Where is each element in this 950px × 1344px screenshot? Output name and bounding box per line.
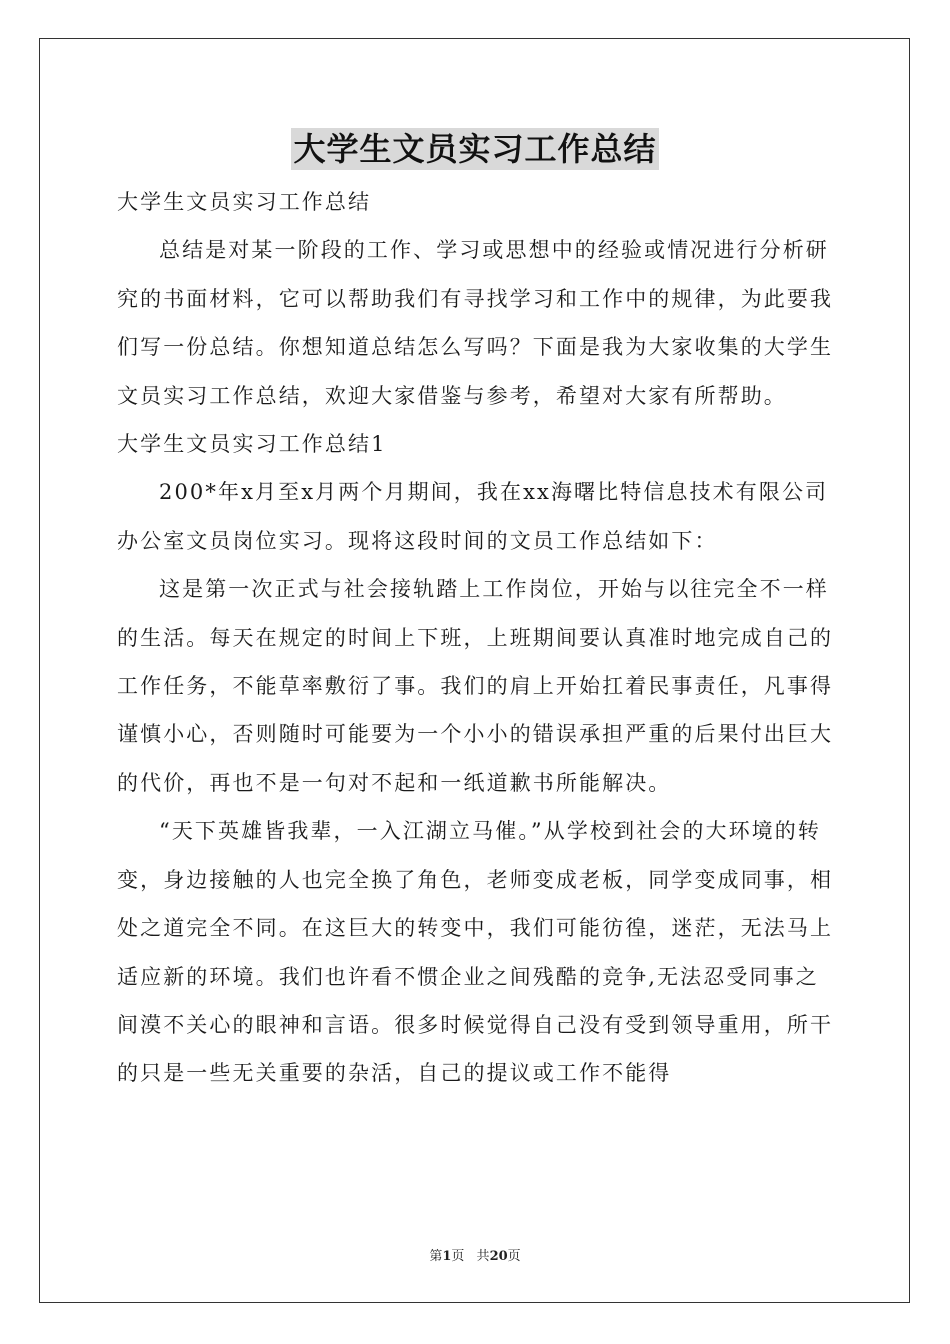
paragraph-subtitle: 大学生文员实习工作总结 <box>117 190 372 214</box>
paragraph-first-job: 这是第一次正式与社会接轨踏上工作岗位，开始与以往完全不一样的生活。每天在规定的时间上下班，上班期间要认真准时地完成自己的工作任务，不能草率敷衍了事。我们的肩上开始扛着民事责任，凡事得谨慎小心，否则随时可能要为一个小小的错误承担严重的后果付出巨大的代价，再也不是一句对不起和一纸道歉书所能解决。 <box>117 577 834 795</box>
total-suffix: 页 <box>507 1249 521 1264</box>
page-footer <box>0 1245 950 1264</box>
total-pages: 20 <box>489 1249 508 1264</box>
paragraph-internship-period: 200*年x月至x月两个月期间，我在xx海曙比特信息技术有限公司办公室文员岗位实习。现将这段时间的文员工作总结如下： <box>117 480 829 553</box>
title-container <box>0 128 950 170</box>
paragraph-intro: 总结是对某一阶段的工作、学习或思想中的经验或情况进行分析研究的书面材料，它可以帮助我们有寻找学习和工作中的规律，为此要我们写一份总结。你想知道总结怎么写吗？下面是我为大家收集的大学生文员实习工作总结，欢迎大家借鉴与参考，希望对大家有所帮助。 <box>117 238 834 408</box>
document-body <box>117 178 834 1098</box>
paragraph-section-heading: 大学生文员实习工作总结1 <box>117 432 387 457</box>
total-indicator <box>477 1249 521 1264</box>
page-number: 1 <box>442 1249 452 1264</box>
paragraph-environment-change: “天下英雄皆我辈，一入江湖立马催。”从学校到社会的大环境的转变，身边接触的人也完全换了角色，老师变成老板，同学变成同事，相处之道完全不同。在这巨大的转变中，我们可能彷徨，迷茫，无法马上适应新的环境。我们也许看不惯企业之间残酷的竞争,无法忍受同事之间漠不关心的眼神和言语。很多时候觉得自己没有受到领导重用，所干的只是一些无关重要的杂活，自己的提议或工作不能得 <box>117 819 834 1086</box>
page-suffix: 页 <box>451 1249 465 1264</box>
document-title: 大学生文员实习工作总结 <box>293 130 657 168</box>
total-prefix: 共 <box>476 1249 490 1264</box>
page-indicator <box>429 1249 464 1264</box>
page-prefix: 第 <box>429 1249 443 1264</box>
